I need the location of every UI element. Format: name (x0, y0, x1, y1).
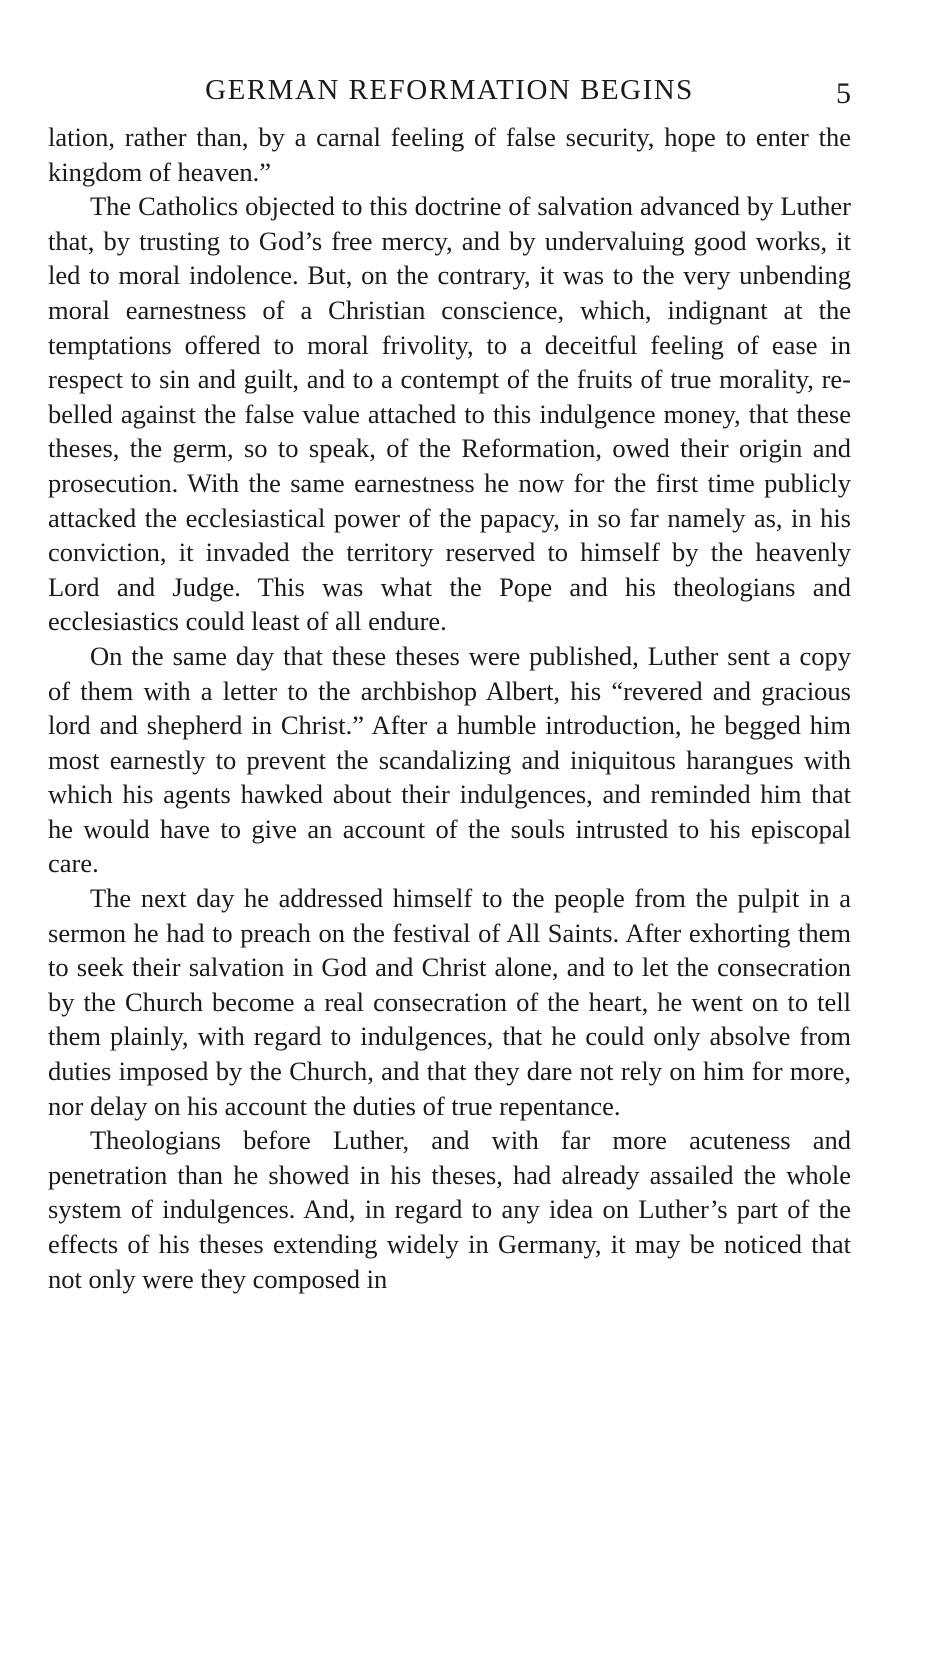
paragraph-theologians-before-luther: Theologians before Luther, and with far more acuteness and penetration than he showed in his theses, had already assailed the whole system of indulgences. And, in regard to any idea on Luther’s part of the effects of his theses extending widely in Germany, it may be noticed that not only were they composed in (48, 1125, 851, 1294)
running-title: GERMAN REFORMATION BEGINS (205, 74, 694, 106)
paragraph-letter-to-albert: On the same day that these theses were published, Luther sent a copy of them with a letter to the archbishop Albert, his “revered and gracious lord and shepherd in Christ.” After a humble introduction, he begged him most earnestly to prevent the scandalizing and iniquitous harangues with which his agents hawked about their indulgences, and reminded him that he would have to give an account of the souls intrusted to his episcopal care. (48, 640, 851, 879)
body-text (48, 120, 851, 1296)
paragraph-catholic-objection: The Catholics objected to this doctrine of salvation advanced by Luther that, by trusting to God’s free mercy, and by undervaluing good works, it led to moral indolence. But, on the contrary, it was to the very unbending moral earnestness of a Christian conscience, which, indignant at the temptations offered to moral frivolity, to a deceitful feeling of ease in respect to sin and guilt, and to a contempt of the fruits of true morality, rebelled against the false value attached to this indulgence money, that these theses, the germ, so to speak, of the Reformation, owed their origin and prosecution. With the same earnestness he now for the first time publicly attacked the ecclesiastical power of the papacy, in so far namely as, in his conviction, it invaded the territory reserved to himself by the heavenly Lord and Judge. This was what the Pope and his theologians and ecclesiastics could least of all endure. (48, 191, 851, 637)
paragraph-continuation: lation, rather than, by a carnal feeling of false security, hope to enter the kingdom of heaven.” (48, 122, 851, 187)
paragraph-all-saints-sermon: The next day he addressed himself to the people from the pulpit in a sermon he had to preach on the festival of All Saints. After exhorting them to seek their salvation in God and Christ alone, and to let the consecration by the Church become a real consecration of the heart, he went on to tell them plainly, with regard to indulgences, that he could only absolve from duties imposed by the Church, and that they dare not rely on him for more, nor delay on his account the duties of true repentance. (48, 883, 851, 1121)
page-number: 5 (836, 77, 851, 110)
running-header (48, 70, 851, 110)
book-page (48, 70, 851, 1296)
